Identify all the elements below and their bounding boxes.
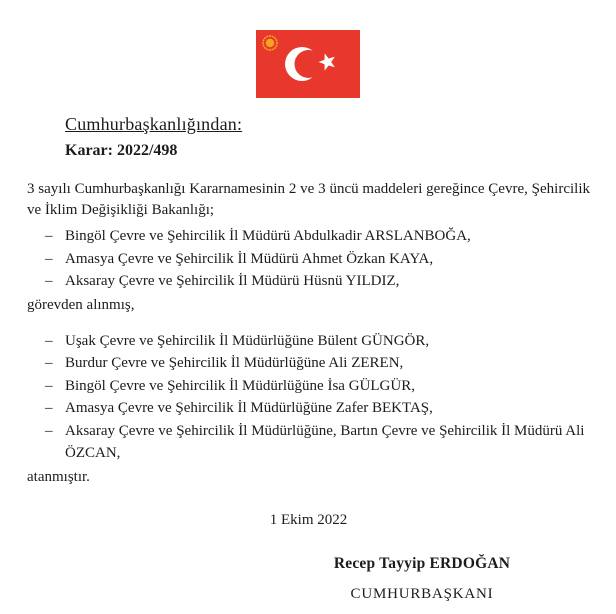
- official-list-item: [27, 352, 590, 375]
- official-list-item: [27, 397, 590, 420]
- intro-paragraph: 3 sayılı Cumhurbaşkanlığı Kararnamesinin 2 ve 3 üncü maddeleri gereğince Çevre, Şehircilik ve İklim Değişikliği Bakanlığı;: [27, 181, 590, 218]
- official-list-item: [27, 270, 590, 293]
- appointed-closing: atanmıştır.: [27, 468, 90, 485]
- dismissed-officials-list: [27, 225, 590, 293]
- list-dash: –: [45, 332, 53, 349]
- decision-number: Karar: 2022/498: [65, 142, 178, 159]
- official-list-item-text: Burdur Çevre ve Şehircilik İl Müdürlüğüne Ali ZEREN,: [65, 355, 404, 371]
- flag-graphic: [256, 30, 360, 98]
- official-list-item-text: Amasya Çevre ve Şehircilik İl Müdürlüğüne Zafer BEKTAŞ,: [65, 400, 433, 416]
- issuer-title: Cumhurbaşkanlığından:: [65, 114, 243, 134]
- list-dash: –: [45, 400, 53, 416]
- appointed-officials-list: [27, 330, 590, 465]
- decree-date: 1 Ekim 2022: [269, 511, 348, 528]
- official-list-item: [27, 330, 590, 353]
- official-list-item-text: Amasya Çevre ve Şehircilik İl Müdürü Ahmet Özkan KAYA,: [65, 250, 434, 267]
- official-list-item-text: Uşak Çevre ve Şehircilik İl Müdürlüğüne Bülent GÜNGÖR,: [65, 332, 430, 349]
- signature-block: [302, 555, 542, 603]
- official-list-item-text: Aksaray Çevre ve Şehircilik İl Müdürlüğüne, Bartın Çevre ve Şehircilik İl Müdürü Ali ÖZCAN,: [65, 422, 585, 461]
- official-list-item-text: Aksaray Çevre ve Şehircilik İl Müdürü Hüsnü YILDIZ,: [65, 273, 400, 289]
- list-dash: –: [45, 355, 53, 371]
- official-list-item: [27, 225, 590, 248]
- decree-document-page: [0, 30, 616, 614]
- official-list-item-text: Bingöl Çevre ve Şehircilik İl Müdürlüğüne İsa GÜLGÜR,: [65, 377, 415, 394]
- signatory-title: CUMHURBAŞKANI: [350, 585, 494, 602]
- list-dash: –: [45, 273, 53, 289]
- signatory-name: Recep Tayyip ERDOĞAN: [333, 554, 511, 572]
- decree-body: [27, 179, 590, 603]
- official-list-item: [27, 420, 590, 465]
- document-header: [65, 113, 616, 161]
- official-list-item: [27, 375, 590, 398]
- turkish-presidential-flag: [256, 30, 360, 98]
- official-list-item: [27, 248, 590, 271]
- list-dash: –: [45, 228, 53, 244]
- list-dash: –: [45, 377, 53, 394]
- dismissed-closing: görevden alınmış,: [27, 296, 135, 313]
- list-dash: –: [45, 422, 53, 439]
- official-list-item-text: Bingöl Çevre ve Şehircilik İl Müdürü Abdulkadir ARSLANBOĞA,: [65, 228, 471, 244]
- list-dash: –: [45, 250, 53, 267]
